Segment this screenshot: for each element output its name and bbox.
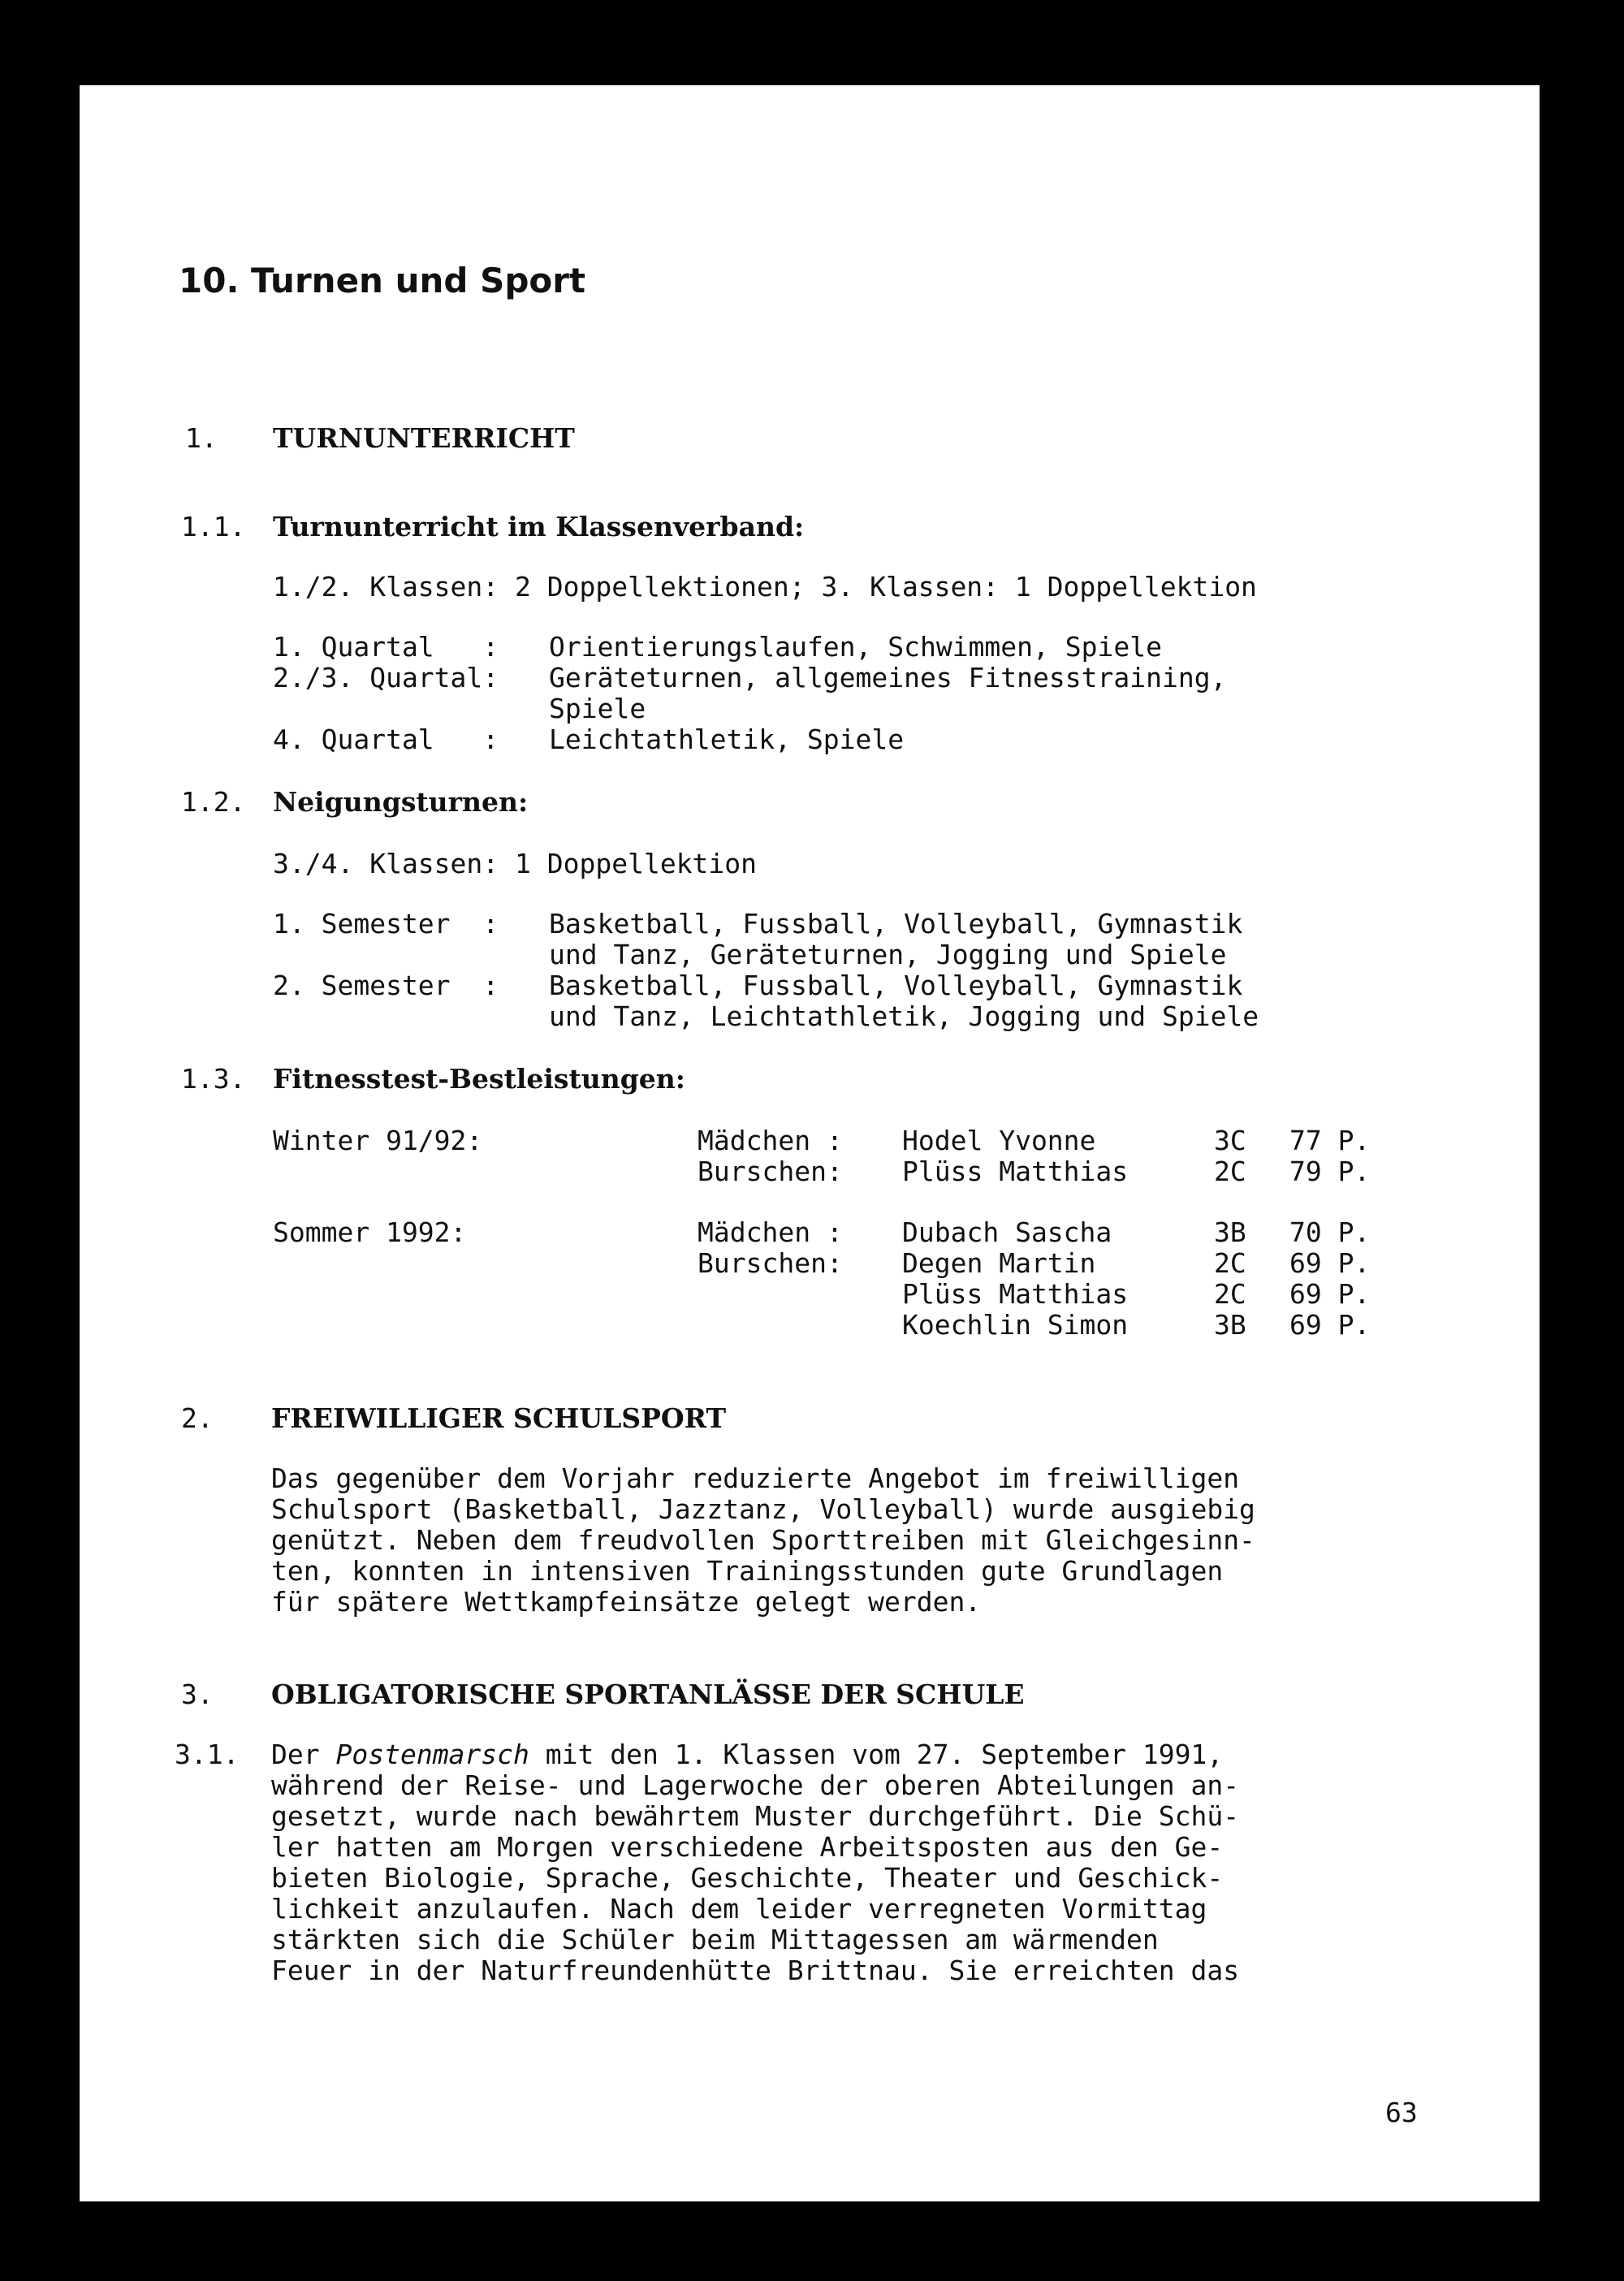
schedule-text: Spiele	[549, 693, 646, 724]
record-points: 69 P.	[1289, 1309, 1371, 1341]
subsection-1-1-number: 1.1.	[181, 511, 246, 542]
page-number: 63	[1385, 2097, 1418, 2128]
paragraph-line: bieten Biologie, Sprache, Geschichte, Theater und Geschick-	[271, 1862, 1224, 1894]
subsection-1-1-intro: 1./2. Klassen: 2 Doppellektionen; 3. Klassen: 1 Doppellektion	[273, 571, 1257, 603]
text-run: Der	[271, 1739, 336, 1770]
schedule-text: Geräteturnen, allgemeines Fitnesstraining,	[549, 662, 1227, 693]
subsection-1-2-number: 1.2.	[181, 786, 246, 818]
record-points: 69 P.	[1289, 1247, 1371, 1279]
schedule-text: Basketball, Fussball, Volleyball, Gymnastik	[549, 908, 1243, 940]
paragraph-line: ten, konnten in intensiven Trainingsstunden gute Grundlagen	[271, 1555, 1224, 1587]
section-3-title: OBLIGATORISCHE SPORTANLÄSSE DER SCHULE	[271, 1678, 1025, 1710]
record-class: 2C	[1214, 1247, 1246, 1279]
subsection-1-1-title: Turnunterricht im Klassenverband:	[273, 511, 805, 542]
section-3-number: 3.	[181, 1678, 214, 1710]
record-class: 2C	[1214, 1278, 1246, 1310]
record-points: 79 P.	[1289, 1156, 1371, 1187]
record-name: Dubach Sascha	[902, 1216, 1112, 1248]
subsection-1-3-number: 1.3.	[181, 1063, 246, 1095]
paragraph-line: Schulsport (Basketball, Jazztanz, Volleyball) wurde ausgiebig	[271, 1493, 1255, 1525]
record-name: Plüss Matthias	[902, 1278, 1129, 1310]
record-points: 69 P.	[1289, 1278, 1371, 1310]
schedule-label: 1. Semester :	[273, 908, 499, 940]
paragraph-line: gesetzt, wurde nach bewährtem Muster durchgeführt. Die Schü-	[271, 1800, 1240, 1832]
record-class: 3B	[1214, 1216, 1246, 1248]
period-label: Winter 91/92:	[273, 1125, 483, 1156]
paragraph-line: Das gegenüber dem Vorjahr reduzierte Angebot im freiwilligen	[271, 1462, 1240, 1494]
paragraph-line: ler hatten am Morgen verschiedene Arbeitsposten aus den Ge-	[271, 1831, 1224, 1863]
subsection-1-2-title: Neigungsturnen:	[273, 786, 529, 818]
record-name: Koechlin Simon	[902, 1309, 1129, 1341]
schedule-text: und Tanz, Leichtathletik, Jogging und Spiele	[549, 1000, 1259, 1032]
paragraph-line: für spätere Wettkampfeinsätze gelegt werden.	[271, 1586, 982, 1618]
document-page	[80, 85, 1540, 2201]
schedule-text: Basketball, Fussball, Volleyball, Gymnastik	[549, 970, 1243, 1001]
schedule-text: und Tanz, Geräteturnen, Jogging und Spiele	[549, 939, 1227, 970]
paragraph-line: stärkten sich die Schüler beim Mittagessen am wärmenden	[271, 1924, 1159, 1955]
schedule-text: Leichtathletik, Spiele	[549, 724, 905, 755]
chapter-heading: 10. Turnen und Sport	[179, 261, 586, 300]
record-group: Mädchen :	[698, 1216, 843, 1248]
section-2-number: 2.	[181, 1402, 214, 1434]
section-1-number: 1.	[185, 422, 218, 454]
schedule-label: 4. Quartal :	[273, 724, 499, 755]
emphasis-postenmarsch: Postenmarsch	[335, 1739, 529, 1770]
text-run: mit den 1. Klassen vom 27. September 1991,	[529, 1739, 1224, 1770]
section-1-title: TURNUNTERRICHT	[273, 422, 575, 454]
record-points: 77 P.	[1289, 1125, 1371, 1156]
record-name: Hodel Yvonne	[902, 1125, 1096, 1156]
subsection-3-1-number: 3.1.	[175, 1739, 240, 1770]
record-class: 2C	[1214, 1156, 1246, 1187]
paragraph-line: Feuer in der Naturfreundenhütte Brittnau. Sie erreichten das	[271, 1955, 1240, 1986]
paragraph-line: genützt. Neben dem freudvollen Sporttreiben mit Gleichgesinn-	[271, 1524, 1255, 1556]
schedule-label: 1. Quartal :	[273, 631, 499, 663]
record-points: 70 P.	[1289, 1216, 1371, 1248]
record-class: 3B	[1214, 1309, 1246, 1341]
record-name: Degen Martin	[902, 1247, 1096, 1279]
record-name: Plüss Matthias	[902, 1156, 1129, 1187]
record-group: Mädchen :	[698, 1125, 843, 1156]
paragraph-line: während der Reise- und Lagerwoche der oberen Abteilungen an-	[271, 1769, 1240, 1801]
schedule-label: 2./3. Quartal:	[273, 662, 499, 693]
schedule-label: 2. Semester :	[273, 970, 499, 1001]
schedule-text: Orientierungslaufen, Schwimmen, Spiele	[549, 631, 1162, 663]
section-2-title: FREIWILLIGER SCHULSPORT	[271, 1402, 727, 1434]
record-group: Burschen:	[698, 1156, 843, 1187]
subsection-1-3-title: Fitnesstest-Bestleistungen:	[273, 1063, 685, 1095]
record-group: Burschen:	[698, 1247, 843, 1279]
period-label: Sommer 1992:	[273, 1216, 467, 1248]
paragraph-first-line	[271, 1741, 1223, 1768]
subsection-1-2-intro: 3./4. Klassen: 1 Doppellektion	[273, 848, 758, 879]
paragraph-line: lichkeit anzulaufen. Nach dem leider verregneten Vormittag	[271, 1893, 1207, 1925]
record-class: 3C	[1214, 1125, 1246, 1156]
